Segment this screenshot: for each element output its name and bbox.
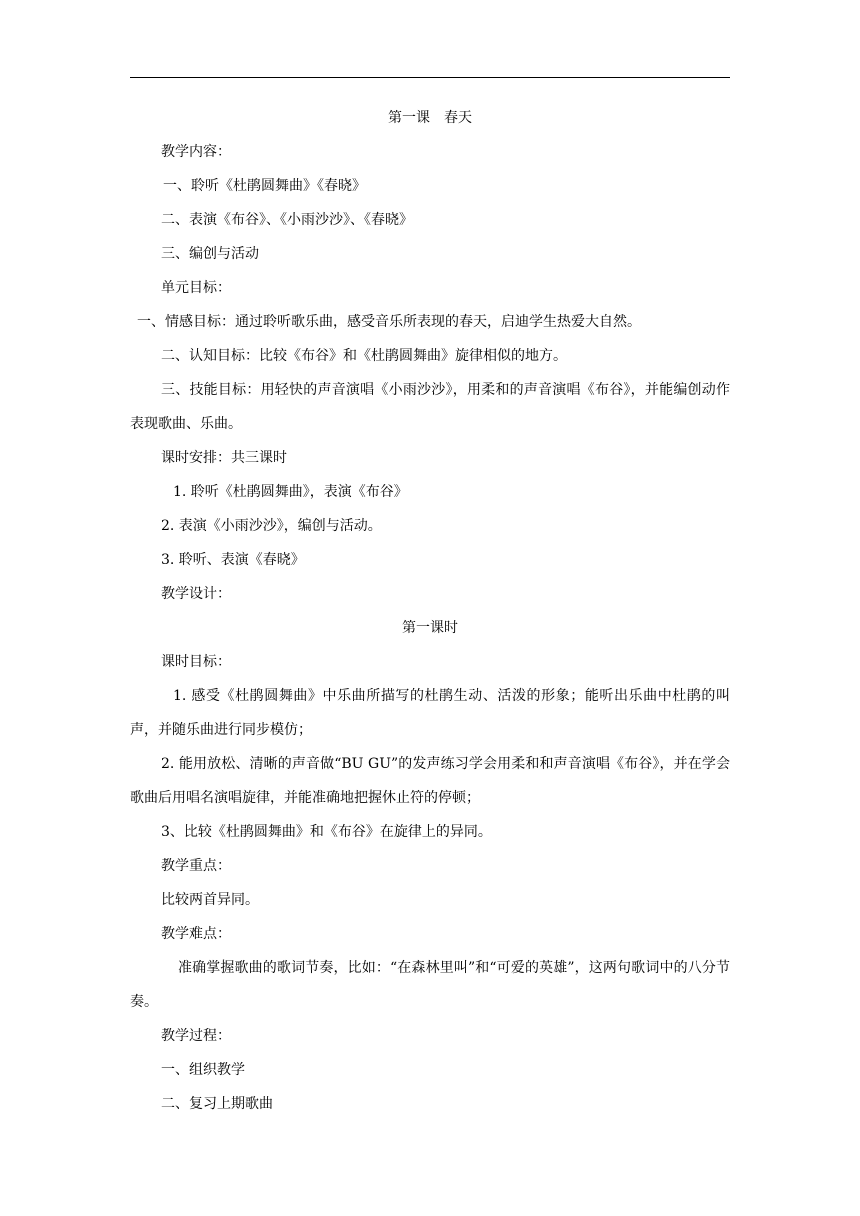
- section-heading: 教学难点：: [161, 926, 231, 942]
- section-heading: 课时目标：: [161, 654, 231, 670]
- process-step: 一、组织教学: [161, 1062, 245, 1078]
- section-heading: 教学过程：: [161, 1028, 231, 1044]
- section-heading: 教学重点：: [161, 858, 231, 874]
- content-item: 一、聆听《杜鹃圆舞曲》《春晓》: [163, 178, 366, 194]
- section-heading: 课时安排：共三课时: [161, 450, 287, 466]
- lesson-title: 第一课 春天: [388, 110, 472, 126]
- document-body: [130, 101, 730, 1121]
- difficulty-text: 准确掌握歌曲的歌词节奏，比如：“在森林里叫”和“可爱的英雄”，这两句歌词中的八分节奏。: [130, 960, 730, 1010]
- content-item: 二、表演《布谷》、《小雨沙沙》、《春晓》: [161, 212, 413, 228]
- objective-item: 1. 感受《杜鹃圆舞曲》中乐曲所描写的杜鹃生动、活泼的形象；能听出乐曲中杜鹃的叫声，并随乐曲进行同步模仿；: [130, 688, 730, 738]
- goal-item: 三、技能目标：用轻快的声音演唱《小雨沙沙》，用柔和的声音演唱《布谷》，并能编创动作表现歌曲、乐曲。: [130, 382, 730, 432]
- schedule-item: 2. 表演《小雨沙沙》，编创与活动。: [161, 518, 382, 534]
- goal-item: 二、认知目标：比较《布谷》和《杜鹃圆舞曲》旋律相似的地方。: [161, 348, 567, 364]
- section-heading: 单元目标：: [161, 280, 231, 296]
- schedule-item: 3. 聆听、表演《春晓》: [161, 552, 305, 568]
- goal-item: 一、情感目标：通过聆听歌乐曲，感受音乐所表现的春天，启迪学生热爱大自然。: [137, 314, 641, 330]
- section-heading: 教学设计：: [161, 586, 231, 602]
- process-step: 二、复习上期歌曲: [161, 1096, 273, 1112]
- content-item: 三、编创与活动: [161, 246, 259, 262]
- key-point: 比较两首异同。: [161, 892, 259, 908]
- objective-item: 3、比较《杜鹃圆舞曲》和《布谷》在旋律上的异同。: [161, 824, 492, 840]
- header-rule: [130, 77, 730, 78]
- period-title: 第一课时: [402, 620, 458, 636]
- section-heading: 教学内容：: [161, 144, 231, 160]
- schedule-item: 1. 聆听《杜鹃圆舞曲》，表演《布谷》: [173, 484, 408, 500]
- objective-item: 2. 能用放松、清晰的声音做“BU GU”的发声练习学会用柔和和声音演唱《布谷》，并在学会歌曲后用唱名演唱旋律，并能准确地把握休止符的停顿；: [130, 756, 730, 806]
